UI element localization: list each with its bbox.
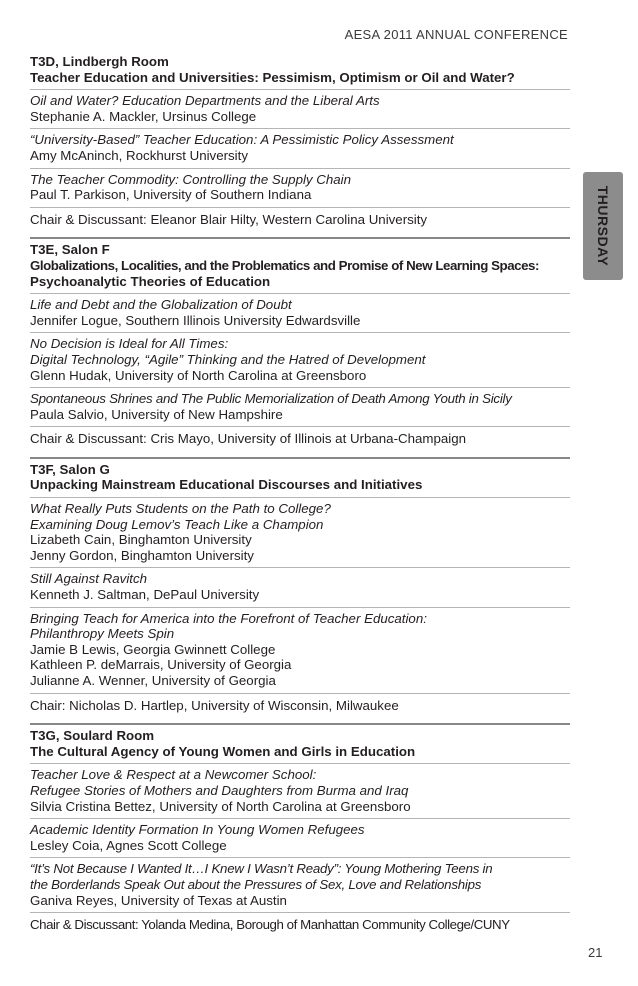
paper-title: Still Against Ravitch bbox=[30, 571, 148, 587]
conference-header: AESA 2011 ANNUAL CONFERENCE bbox=[344, 27, 568, 42]
paper-title-cont: Digital Technology, “Agile” Thinking and the Hatred of Development bbox=[30, 351, 426, 367]
session-title: Globalizations, Localities, and the Problematics and Promise of New Learning Spaces: bbox=[30, 257, 539, 273]
session-room: T3D, Lindbergh Room bbox=[30, 54, 169, 69]
paper bbox=[30, 567, 570, 602]
paper-title-cont: Refugee Stories of Mothers and Daughters from Burma and Iraq bbox=[30, 782, 409, 798]
session-room: T3E, Salon F bbox=[30, 242, 110, 258]
paper bbox=[30, 387, 570, 422]
paper-author: Jennifer Logue, Southern Illinois University Edwardsville bbox=[30, 312, 361, 328]
session-t3f bbox=[30, 457, 570, 713]
paper-title: Bringing Teach for America into the Forefront of Teacher Education: bbox=[30, 610, 427, 626]
day-tab bbox=[583, 172, 623, 280]
session-title: Teacher Education and Universities: Pessimism, Optimism or Oil and Water? bbox=[30, 69, 515, 85]
paper-title: The Teacher Commodity: Controlling the Supply Chain bbox=[30, 171, 352, 187]
paper bbox=[30, 168, 570, 203]
paper-title-cont: Philanthropy Meets Spin bbox=[30, 626, 175, 642]
session-title-cont: Psychoanalytic Theories of Education bbox=[30, 273, 271, 289]
paper bbox=[30, 857, 570, 908]
paper bbox=[30, 89, 570, 124]
paper-title: No Decision is Ideal for All Times: bbox=[30, 336, 229, 352]
session-chair: Chair & Discussant: Eleanor Blair Hilty, Western Carolina University bbox=[30, 207, 570, 228]
paper-title-cont: Examining Doug Lemov’s Teach Like a Champion bbox=[30, 516, 324, 532]
day-tab-label: THURSDAY bbox=[595, 185, 611, 267]
session-t3g bbox=[30, 723, 570, 933]
paper bbox=[30, 293, 570, 328]
paper-author: Jamie B Lewis, Georgia Gwinnett College bbox=[30, 641, 276, 657]
paper bbox=[30, 607, 570, 689]
paper-author: Glenn Hudak, University of North Carolina at Greensboro bbox=[30, 367, 367, 383]
session-room: T3G, Soulard Room bbox=[30, 728, 155, 744]
paper-title: “University-Based” Teacher Education: A Pessimistic Policy Assessment bbox=[30, 132, 454, 148]
paper-author: Paul T. Parkison, University of Southern Indiana bbox=[30, 187, 312, 203]
session-title: The Cultural Agency of Young Women and Girls in Education bbox=[30, 743, 416, 759]
paper-author: Lizabeth Cain, Binghamton University bbox=[30, 532, 252, 548]
paper-author: Paula Salvio, University of New Hampshire bbox=[30, 406, 283, 422]
paper bbox=[30, 128, 570, 163]
paper-author: Lesley Coia, Agnes Scott College bbox=[30, 837, 227, 853]
session-chair: Chair & Discussant: Cris Mayo, University of Illinois at Urbana-Champaign bbox=[30, 426, 570, 447]
paper-title: Life and Debt and the Globalization of Doubt bbox=[30, 297, 292, 313]
session-t3d bbox=[30, 54, 570, 227]
paper-author: Silvia Cristina Bettez, University of North Carolina at Greensboro bbox=[30, 798, 411, 814]
paper-title: Teacher Love & Respect at a Newcomer School: bbox=[30, 767, 317, 783]
paper-author: Stephanie A. Mackler, Ursinus College bbox=[30, 108, 257, 124]
session-room: T3F, Salon G bbox=[30, 461, 110, 477]
paper bbox=[30, 497, 570, 563]
paper-author: Kenneth J. Saltman, DePaul University bbox=[30, 587, 260, 603]
paper bbox=[30, 763, 570, 814]
paper bbox=[30, 332, 570, 383]
paper-author: Amy McAninch, Rockhurst University bbox=[30, 147, 248, 163]
paper-title-cont: the Borderlands Speak Out about the Pressures of Sex, Love and Relationships bbox=[30, 876, 482, 892]
paper-title: Academic Identity Formation In Young Women Refugees bbox=[30, 822, 365, 838]
paper bbox=[30, 818, 570, 853]
session-chair: Chair: Nicholas D. Hartlep, University of Wisconsin, Milwaukee bbox=[30, 693, 570, 714]
page-number: 21 bbox=[588, 945, 603, 960]
paper-author: Kathleen P. deMarrais, University of Georgia bbox=[30, 657, 292, 673]
paper-author: Ganiva Reyes, University of Texas at Austin bbox=[30, 892, 287, 908]
session-title: Unpacking Mainstream Educational Discourses and Initiatives bbox=[30, 477, 423, 493]
paper-title: What Really Puts Students on the Path to College? bbox=[30, 501, 331, 517]
session-t3e bbox=[30, 237, 570, 447]
paper-title: Oil and Water? Education Departments and the Liberal Arts bbox=[30, 93, 380, 109]
paper-title: Spontaneous Shrines and The Public Memorialization of Death Among Youth in Sicily bbox=[30, 391, 512, 407]
paper-author: Julianne A. Wenner, University of Georgia bbox=[30, 673, 276, 688]
paper-title: “It’s Not Because I Wanted It…I Knew I Wasn’t Ready”: Young Mothering Teens in bbox=[30, 861, 493, 877]
session-chair: Chair & Discussant: Yolanda Medina, Borough of Manhattan Community College/CUNY bbox=[30, 912, 570, 933]
paper-author: Jenny Gordon, Binghamton University bbox=[30, 547, 254, 563]
session-list bbox=[30, 54, 570, 933]
